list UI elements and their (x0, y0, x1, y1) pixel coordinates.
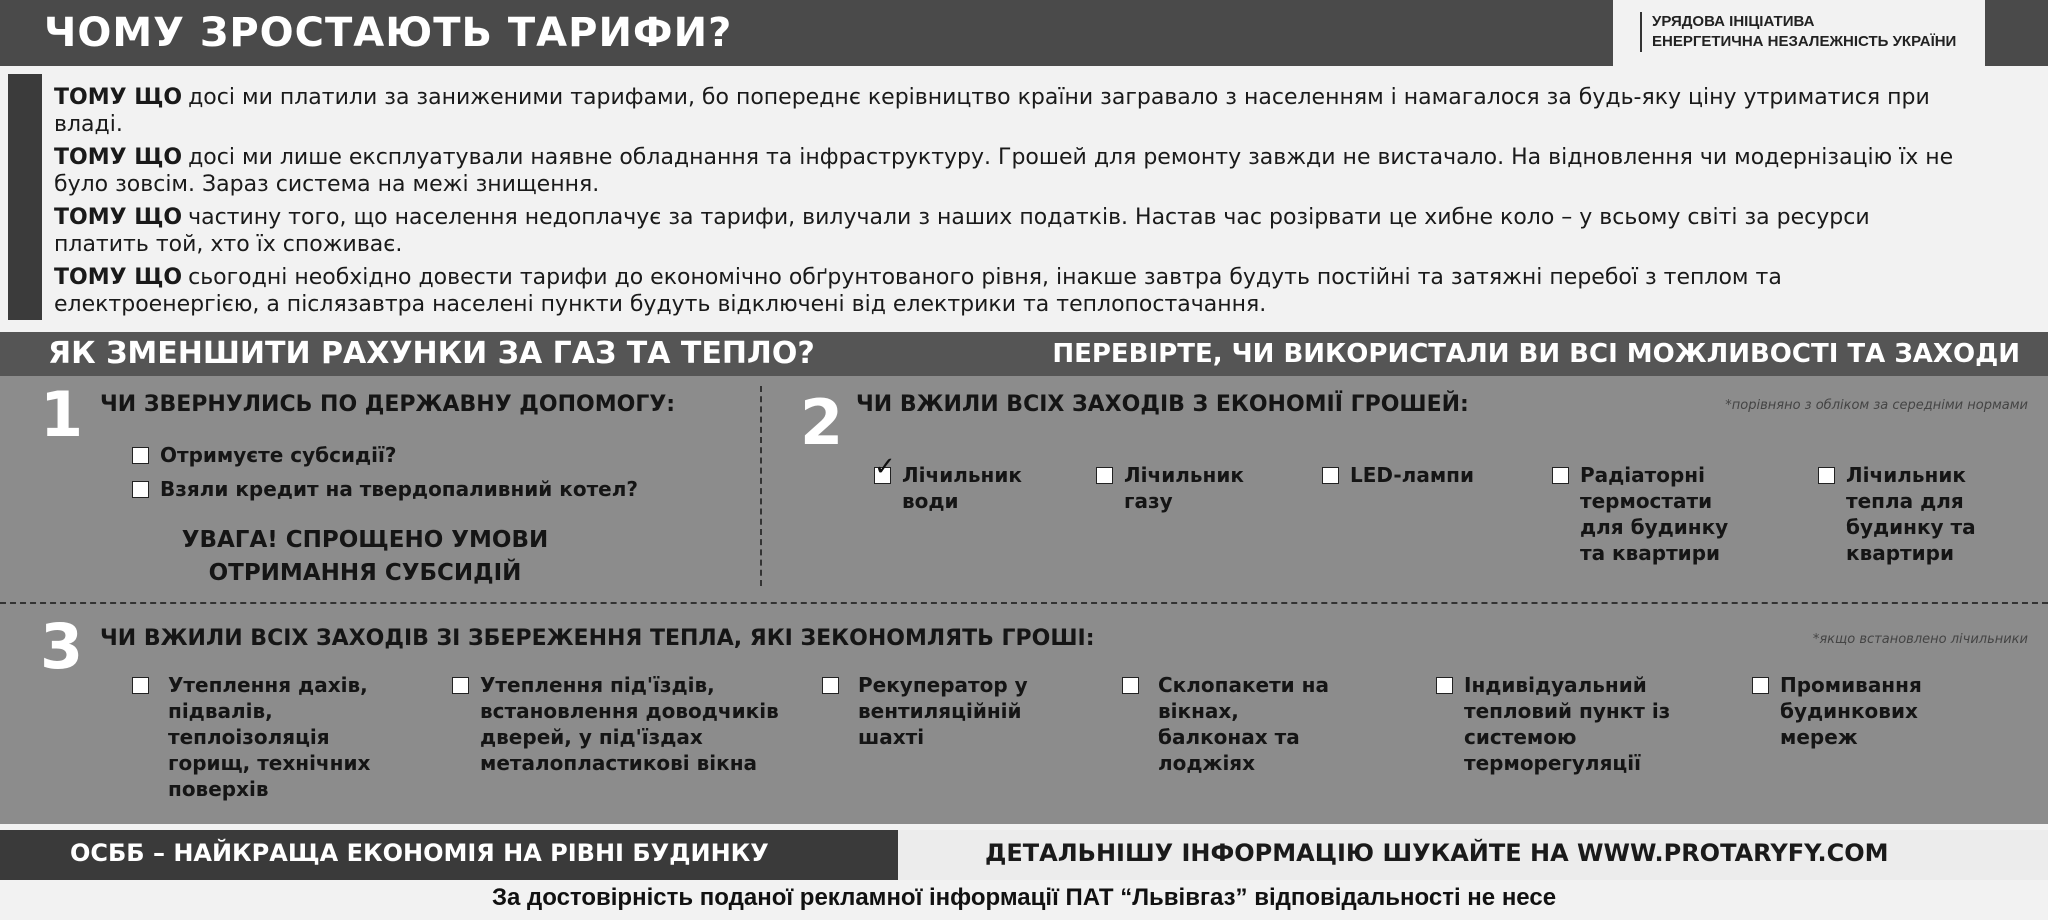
block2-option-thermostats[interactable]: Радіаторні термостати для будинку та квартири (1552, 462, 1752, 566)
block3-option-windows[interactable]: Склопакети на вікнах, балконах та лоджіях (1122, 672, 1352, 776)
reasons-list (0, 74, 2048, 320)
reason-lead: ТОМУ ЩО (54, 205, 183, 230)
block3-option-roof-insulation[interactable]: Утеплення дахів, підвалів, теплоізоляція горищ, технічних поверхів (132, 672, 372, 802)
reason-lead: ТОМУ ЩО (54, 85, 183, 110)
block3-option-heat-point[interactable]: Індивідуальний тепловий пункт із системою терморегуляції (1436, 672, 1676, 776)
reason-item (54, 144, 1954, 198)
block1-question: ЧИ ЗВЕРНУЛИСЬ ПО ДЕРЖАВНУ ДОПОМОГУ: (100, 392, 676, 417)
section-heading-band (0, 332, 2048, 376)
warning-line-2: ОТРИМАННЯ СУБСИДІЙ (208, 560, 522, 586)
reason-text: досі ми лише експлуатували наявне обладнання та інфраструктуру. Грошей для ремонту завжди не вистачало. На відновлення чи модернізацію їх не було зовсім. Зараз система на межі знищення. (54, 145, 1954, 197)
block3-option-recuperator[interactable]: Рекуператор у вентиляційній шахті (822, 672, 1032, 750)
website-info: ДЕТАЛЬНІШУ ІНФОРМАЦІЮ ШУКАЙТЕ НА WWW.PROTARYFY.COM (985, 839, 1889, 867)
step-number-3: 3 (40, 610, 84, 683)
block3-question: ЧИ ВЖИЛИ ВСІХ ЗАХОДІВ ЗІ ЗБЕРЕЖЕННЯ ТЕПЛА, ЯКІ ЗЕКОНОМЛЯТЬ ГРОШІ: (100, 626, 1095, 651)
checkbox[interactable] (1096, 467, 1113, 484)
reason-item (54, 264, 1954, 318)
checkbox[interactable] (452, 677, 469, 694)
gov-line-1: УРЯДОВА ІНІЦІАТИВА (1652, 13, 1815, 30)
checkbox[interactable] (132, 447, 149, 464)
block2-footnote: *порівняно з обліком за середніми нормами (1725, 398, 2028, 413)
reason-item (54, 84, 1954, 138)
osbb-slogan: ОСББ – НАЙКРАЩА ЕКОНОМІЯ НА РІВНІ БУДИНКУ (70, 839, 769, 867)
step-number-1: 1 (40, 378, 84, 451)
reason-item (54, 204, 1954, 258)
reason-text: сьогодні необхідно довести тарифи до економічно обґрунтованого рівня, інакше завтра будуть постійні та затяжні перебої з теплом та електроенергією, а післязавтра населені пункти будуть відключені від електрики та теплопостачання. (54, 265, 1782, 317)
checkbox[interactable] (1322, 467, 1339, 484)
checkbox[interactable] (1752, 677, 1769, 694)
horizontal-divider (0, 602, 2048, 604)
block2-question: ЧИ ВЖИЛИ ВСІХ ЗАХОДІВ З ЕКОНОМІЇ ГРОШЕЙ: (856, 392, 1469, 417)
checkbox[interactable] (1552, 467, 1569, 484)
checkbox[interactable] (1818, 467, 1835, 484)
checkbox[interactable] (132, 677, 149, 694)
header-band-right (1985, 0, 2048, 66)
checklist-area (0, 376, 2048, 824)
checkbox[interactable] (1436, 677, 1453, 694)
block2-option-led[interactable]: LED-лампи (1322, 462, 1502, 488)
block2-option-heat-meter[interactable]: Лічильник тепла для будинку та квартири (1818, 462, 1998, 566)
subsidy-warning (145, 524, 585, 590)
reason-lead: ТОМУ ЩО (54, 145, 183, 170)
block2-option-gas-meter[interactable]: Лічильник газу (1096, 462, 1276, 514)
block1-option-subsidy[interactable]: Отримуєте субсидії? (132, 442, 396, 468)
checkbox-checked[interactable] (874, 467, 891, 484)
section-heading: ЯК ЗМЕНШИТИ РАХУНКИ ЗА ГАЗ ТА ТЕПЛО? (48, 336, 815, 371)
footer-left-band (0, 830, 898, 880)
warning-line-1: УВАГА! СПРОЩЕНО УМОВИ (181, 527, 549, 553)
vertical-divider (760, 386, 762, 586)
reason-text: частину того, що населення недоплачує за тарифи, вилучали з наших податків. Настав час розірвати це хибне коло – у всьому світі за ресурси платить той, хто їх споживає. (54, 205, 1870, 257)
footer-band (0, 830, 2048, 880)
government-initiative-label (1640, 12, 1956, 52)
disclaimer: За достовірність поданої рекламної інформації ПАТ “Львівгаз” відповідальності не несе (491, 884, 1557, 911)
reasons-side-bar (8, 74, 42, 320)
header (0, 0, 2048, 66)
reason-text: досі ми платили за заниженими тарифами, бо попереднє керівництво країни загравало з населенням і намагалося за будь-яку ціну утриматися при владі. (54, 85, 1930, 137)
section-subheading: ПЕРЕВІРТЕ, ЧИ ВИКОРИСТАЛИ ВИ ВСІ МОЖЛИВОСТІ ТА ЗАХОДИ (1052, 339, 2020, 369)
page-title: ЧОМУ ЗРОСТАЮТЬ ТАРИФИ? (44, 10, 733, 56)
checkbox[interactable] (132, 481, 149, 498)
block2-option-water-meter[interactable]: ✓ Лічильник води (874, 462, 1054, 514)
block3-footnote: *якщо встановлено лічильники (1812, 632, 2028, 647)
step-number-2: 2 (800, 386, 844, 459)
gov-line-2: ЕНЕРГЕТИЧНА НЕЗАЛЕЖНІСТЬ УКРАЇНИ (1652, 33, 1957, 50)
block3-option-entrance-insulation[interactable]: Утеплення під'їздів, встановлення доводчиків дверей, у під'їздах металопластикові вікна (452, 672, 782, 776)
checkbox[interactable] (1122, 677, 1139, 694)
checkbox[interactable] (822, 677, 839, 694)
reason-lead: ТОМУ ЩО (54, 265, 183, 290)
block3-option-network-flushing[interactable]: Промивання будинкових мереж (1752, 672, 1942, 750)
block1-option-credit[interactable]: Взяли кредит на твердопаливний котел? (132, 476, 638, 502)
